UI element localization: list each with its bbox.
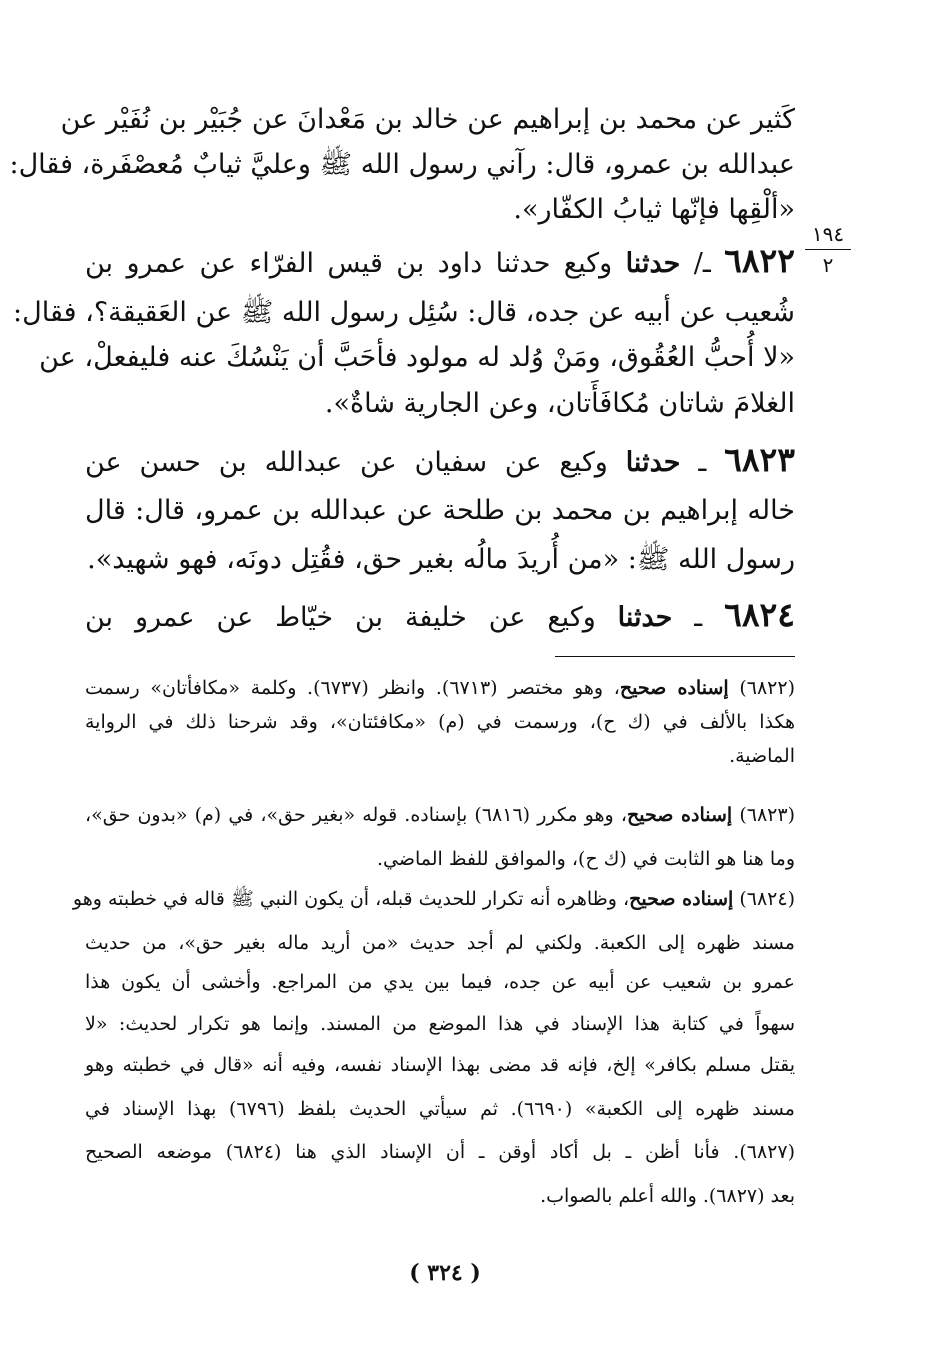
heading-word: حدثنا: [625, 447, 681, 478]
heading-text: وكيع عن سفيان عن عبدالله بن حسن عن: [85, 447, 626, 478]
footnote-number: (٦٨٢٤): [733, 888, 795, 910]
text-line: «ألْقِها فإنّها ثيابُ الكفّار».: [513, 194, 795, 225]
footnote-line: بعد (٦٨٢٧). والله أعلم بالصواب.: [540, 1185, 795, 1207]
hadith-number: ٦٨٢٣: [724, 440, 795, 479]
footnote-line: مسند ظهره إلى الكعبة. ولكني لم أجد حديث «من أريد ماله بغير حق»، من حديث: [85, 932, 795, 954]
text-line: خاله إبراهيم بن محمد بن طلحة عن عبدالله بن عمرو، قال: قال: [85, 495, 795, 526]
footnote-number: (٦٨٢٢): [728, 677, 795, 699]
heading-dash: ـ: [672, 602, 725, 633]
heading-dash: ـ: [680, 447, 725, 478]
margin-ref-top: ١٩٤: [811, 222, 845, 246]
footnote-line: يقتل مسلم بكافر» إلخ، فإنه قد مضى بهذا الإسناد نفسه، وفيه أنه «قال في خطبته وهو: [85, 1054, 795, 1076]
text-line: عبدالله بن عمرو، قال: رآني رسول الله ﷺ وعليَّ ثيابٌ مُعصْفَرة، فقال:: [9, 149, 795, 180]
footnote-grade: إسناده صحيح: [629, 888, 734, 910]
footnote-6823: [85, 800, 795, 831]
text-line: الغلامَ شاتان مُكافَأَتان، وعن الجارية شاةٌ».: [324, 388, 795, 419]
footnote-6824: [72, 884, 795, 915]
margin-reference: [805, 222, 851, 277]
footnote-grade: إسناده صحيح: [619, 677, 729, 699]
text-line: شُعيب عن أبيه عن جده، قال: سُئِل رسول الله ﷺ عن العَقيقة؟، فقال:: [13, 297, 795, 328]
heading-text: وكيع حدثنا داود بن قيس الفرّاء عن عمرو بن: [85, 248, 626, 279]
footnote-6822: [85, 673, 795, 704]
heading-word: حدثنا: [625, 248, 681, 279]
page-number: ( ٣٢٤ ): [409, 1260, 481, 1286]
footnote-line: الماضية.: [729, 745, 795, 767]
margin-ref-rule: [805, 249, 851, 250]
text-line: «لا أُحبُّ العُقُوق، ومَنْ وُلد له مولود فأحَبَّ أن يَنْسُكَ عنه فليفعلْ، عن: [39, 342, 795, 373]
hadith-heading-6822: [85, 238, 795, 286]
footnote-separator: [555, 656, 795, 657]
footnote-grade: إسناده صحيح: [626, 804, 733, 826]
text-line: كَثير عن محمد بن إبراهيم عن خالد بن مَعْدانَ عن جُبَيْر بن نُفَيْر عن: [60, 104, 795, 135]
footnote-text: ، وظاهره أنه تكرار للحديث قبله، أن يكون النبي ﷺ قاله في خطبته وهو: [72, 888, 630, 910]
footnote-line: سهواً في كتابة هذا الإسناد في هذا الموضع من المسند. وإنما هو تكرار لحديث: «لا: [85, 1013, 795, 1035]
heading-text: وكيع عن خليفة بن خيّاط عن عمرو بن: [85, 602, 618, 633]
hadith-number: ٦٨٢٤: [724, 595, 795, 634]
heading-word: حدثنا: [617, 602, 673, 633]
footnote-line: هكذا بالألف في (ك ح)، ورسمت في (م) «مكافئتان»، وقد شرحنا ذلك في الرواية: [85, 711, 795, 733]
footnote-text: ، وهو مكرر (٦٨١٦) بإسناده. قوله «بغير حق»، في (م) «بدون حق»،: [85, 804, 627, 826]
heading-dash: ـ/: [680, 248, 725, 279]
footnote-line: عمرو بن شعيب عن أبيه عن جده، فيما بين يدي من المراجع. وأخشى أن يكون هذا: [85, 971, 795, 993]
hadith-number: ٦٨٢٢: [724, 241, 796, 280]
hadith-heading-6824: [85, 592, 795, 640]
hadith-heading-6823: [85, 437, 795, 485]
footnote-line: مسند ظهره إلى الكعبة» (٦٦٩٠). ثم سيأتي الحديث بلفظ (٦٧٩٦) بهذا الإسناد في: [85, 1098, 795, 1120]
footnote-line: وما هنا هو الثابت في (ك ح)، والموافق للفظ الماضي.: [376, 848, 795, 870]
margin-ref-bottom: ٢: [822, 253, 834, 277]
footnote-text: ، وهو مختصر (٦٧١٣). وانظر (٦٧٣٧). وكلمة «مكافأتان» رسمت: [85, 677, 620, 699]
footnote-number: (٦٨٢٣): [732, 804, 795, 826]
footnote-line: (٦٨٢٧). فأنا أظن ـ بل أكاد أوقن ـ أن الإسناد الذي هنا (٦٨٢٤) موضعه الصحيح: [85, 1141, 796, 1163]
text-line: رسول الله ﷺ: «من أُريدَ مالُه بغير حق، فقُتِل دونَه، فهو شهيد».: [87, 544, 795, 575]
